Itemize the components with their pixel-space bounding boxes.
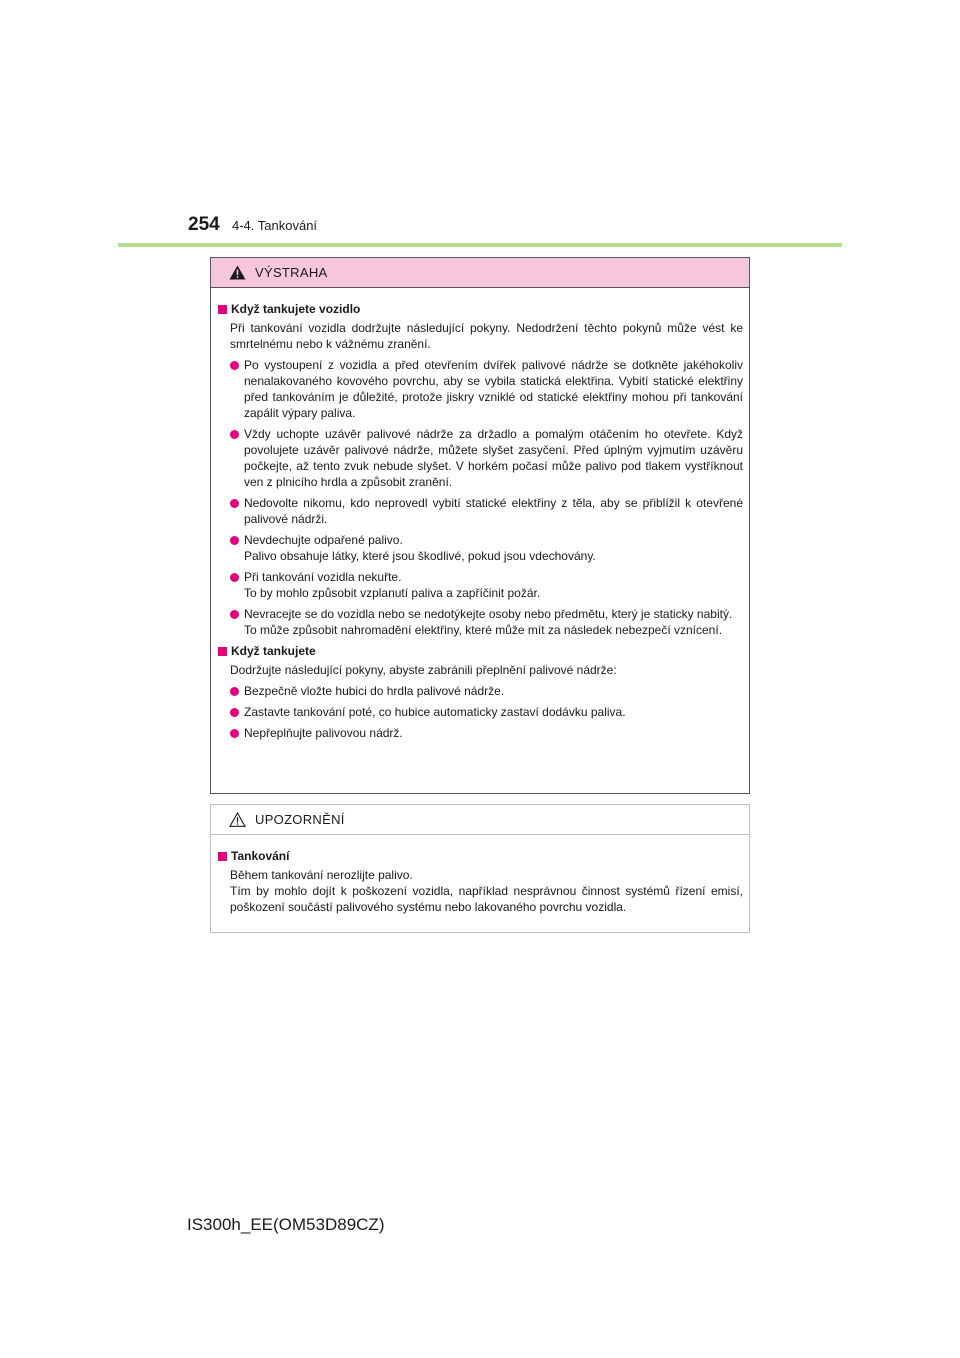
caution-item (218, 848, 743, 915)
bullet-item (218, 357, 743, 421)
warning-section-heading (218, 643, 743, 659)
bullet-text (244, 606, 743, 638)
bullet-text (244, 683, 743, 699)
warning-triangle-icon (229, 265, 246, 280)
round-bullet-icon (230, 361, 239, 370)
bullet-item (218, 569, 743, 601)
bullet-item (218, 683, 743, 699)
bullet-line: Po vystoupení z vozidla a před otevřením dvířek palivové nádrže se dotkněte jakéhokoliv nenalakovaného kovového povrchu, aby se vybila statická elektřina. Vybití statické elektřiny před tankováním je důležité, protože jiskry vzniklé od statické elektřiny mohou při tankování zapálit výpary paliva. (244, 358, 743, 420)
caution-heading (218, 848, 743, 864)
warning-section (218, 301, 743, 638)
bullet-item (218, 725, 743, 741)
bullet-line: To může způsobit nahromadění elektřiny, které může mít za následek nebezpečí vznícení. (244, 623, 723, 637)
round-bullet-icon (230, 430, 239, 439)
warning-header (211, 258, 749, 288)
caution-line: Během tankování nerozlijte palivo. (230, 868, 413, 882)
caution-body (211, 835, 749, 915)
bullet-text (244, 357, 743, 421)
round-bullet-icon (230, 729, 239, 738)
bullet-item (218, 495, 743, 527)
round-bullet-icon (230, 499, 239, 508)
manual-code: IS300h_EE(OM53D89CZ) (187, 1215, 385, 1234)
bullet-line: Palivo obsahuje látky, které jsou škodlivé, pokud jsou vdechovány. (244, 549, 596, 563)
bullet-item (218, 426, 743, 490)
square-bullet-icon (218, 852, 227, 861)
bullet-text (244, 725, 743, 741)
bullet-text (244, 426, 743, 490)
round-bullet-icon (230, 687, 239, 696)
bullet-line: Vždy uchopte uzávěr palivové nádrže za držadlo a pomalým otáčením ho otevřete. Když povolujete uzávěr palivové nádrže, můžete slyšet zasyčení. Před úplným vyjmutím uzávěru počkejte, až tento zvuk nebude slyšet. V horkém počasí může palivo pod tlakem vystříknout ven z plnicího hrdla a způsobit zranění. (244, 427, 743, 489)
bullet-line: Nevracejte se do vozidla nebo se nedotýkejte osoby nebo předmětu, který je staticky nabitý. (244, 607, 733, 621)
bullet-line: Při tankování vozidla nekuřte. (244, 570, 402, 584)
page-header (188, 214, 317, 236)
bullet-text (244, 495, 743, 527)
round-bullet-icon (230, 610, 239, 619)
bullet-item (218, 532, 743, 564)
bullet-item (218, 704, 743, 720)
bullet-line: Nedovolte nikomu, kdo neprovedl vybití statické elektřiny z těla, aby se přiblížil k otevřené palivové nádrži. (244, 496, 743, 526)
warning-section (218, 643, 743, 741)
section-title: 4-4. Tankování (232, 218, 318, 233)
bullet-item (218, 606, 743, 638)
warning-body (211, 288, 749, 741)
bullet-line: Nevdechujte odpařené palivo. (244, 533, 403, 547)
section-intro: Dodržujte následující pokyny, abyste zabránili přeplnění palivové nádrže: (230, 663, 617, 677)
square-bullet-icon (218, 305, 227, 314)
section-heading-text: Když tankujete vozidlo (231, 302, 361, 316)
round-bullet-icon (230, 573, 239, 582)
header-rule (118, 243, 842, 247)
caution-title: UPOZORNĚNÍ (255, 812, 345, 827)
warning-box (210, 257, 750, 794)
section-heading-text: Když tankujete (231, 644, 316, 658)
caution-line: Tím by mohlo dojít k poškození vozidla, například nesprávnou činnost systémů řízení emisí, poškození součástí palivového systému nebo lakovaného povrchu vozidla. (230, 884, 743, 914)
caution-header (211, 805, 749, 835)
round-bullet-icon (230, 536, 239, 545)
bullet-line: To by mohlo způsobit vzplanutí paliva a zapříčinit požár. (244, 586, 541, 600)
warning-section-heading (218, 301, 743, 317)
caution-triangle-icon (229, 812, 246, 827)
bullet-line: Zastavte tankování poté, co hubice automaticky zastaví dodávku paliva. (244, 705, 626, 719)
bullet-line: Bezpečně vložte hubici do hrdla palivové nádrže. (244, 684, 505, 698)
bullet-line: Nepřeplňujte palivovou nádrž. (244, 726, 403, 740)
caution-box (210, 804, 750, 933)
caution-heading-text: Tankování (231, 849, 290, 863)
section-intro: Při tankování vozidla dodržujte následující pokyny. Nedodržení těchto pokynů může vést ke smrtelnému nebo k vážnému zranění. (230, 321, 743, 351)
page-number: 254 (188, 214, 220, 235)
bullet-text (244, 569, 743, 601)
square-bullet-icon (218, 647, 227, 656)
bullet-text (244, 532, 743, 564)
bullet-text (244, 704, 743, 720)
round-bullet-icon (230, 708, 239, 717)
caution-text (218, 867, 743, 915)
warning-title: VÝSTRAHA (255, 265, 328, 280)
